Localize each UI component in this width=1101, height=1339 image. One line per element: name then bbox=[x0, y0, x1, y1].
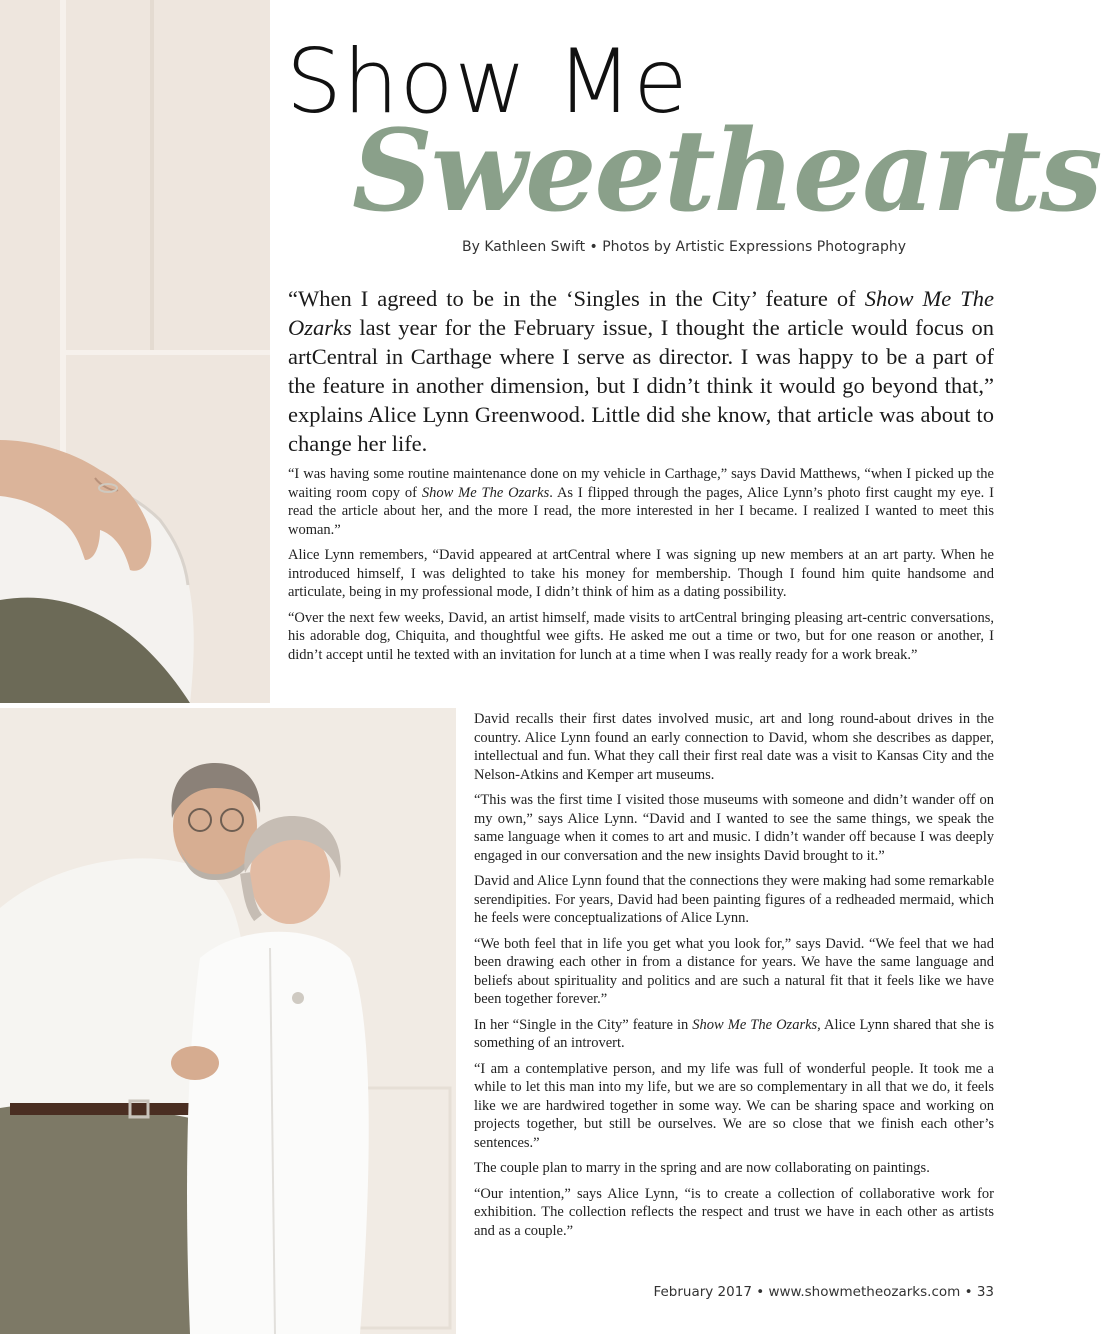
title-sweethearts: Sweethearts bbox=[352, 106, 1101, 237]
text-run: “I was having some routine maintenance done on my vehicle in Carthage,” says David Matthews, “when I picked up the waiting room copy of bbox=[288, 466, 994, 501]
body-paragraph bbox=[474, 935, 994, 1009]
italic-text: Show Me The Ozarks bbox=[421, 484, 550, 501]
text-run: David recalls their first dates involved music, art and long round-about drives in the country. Alice Lynn found an early connection to David, whom she describes as dapper, intellectual and fun. What they call their first real date was a visit to Kansas City and the Nelson-Atkins and Kemper art museums. bbox=[474, 711, 994, 783]
photo-couple-illustration bbox=[0, 708, 456, 1334]
text-run: “I am a contemplative person, and my life was full of wonderful people. It took me a while to let this man into my life, but we are so complementary in all that we do, it feels like we are hardwired together in some way. We can be sharing space and working on projects together, but still be ourselves. We are so close that we finish each other’s sentences.” bbox=[474, 1060, 994, 1151]
text-run: The couple plan to marry in the spring and are now collaborating on paintings. bbox=[474, 1160, 930, 1176]
body-paragraph bbox=[474, 1016, 994, 1053]
text-run: “This was the first time I visited those museums with someone and didn’t wander off on my own,” says Alice Lynn. “David and I wanted to see the same things, we speak the same language when it comes to art and music. I didn’t wander off because I was deeply engaged in our conversation and the new insights David brought to it.” bbox=[474, 792, 994, 864]
page-footer: February 2017 • www.showmetheozarks.com • 33 bbox=[653, 1284, 994, 1300]
lead-paragraph bbox=[288, 284, 994, 458]
text-run: “Our intention,” says Alice Lynn, “is to create a collection of collaborative work for exhibition. The collection reflects the respect and trust we have in each other as artists and as a couple.” bbox=[474, 1185, 994, 1239]
body-paragraph bbox=[474, 791, 994, 865]
text-run: . As I flipped through the pages, Alice Lynn’s photo first caught my eye. I read the article about her, and the more I read, the more interested in her I became. I realized I wanted to meet this woman.” bbox=[288, 484, 994, 538]
body-paragraph bbox=[474, 1185, 994, 1241]
text-run: last year for the February issue, I thought the article would focus on artCentral in Carthage where I serve as director. I was happy to be a part of the feature in another dimension, but I didn’t think it would go beyond that,” explains Alice Lynn Greenwood. Little did she know, that article was about to change her life. bbox=[288, 315, 994, 456]
body-paragraph bbox=[288, 546, 994, 602]
photo-couple bbox=[0, 708, 456, 1334]
text-run: “Over the next few weeks, David, an artist himself, made visits to artCentral bringing pleasing art-centric conversations, his adorable dog, Chiquita, and thoughtful wee gifts. He asked me out a time or two, but for one reason or another, I didn’t accept until he texted with an invitation for lunch at a time when I was really ready for a work break.” bbox=[288, 609, 994, 663]
title-show-me: Show Me bbox=[286, 30, 689, 133]
body-paragraph bbox=[474, 1159, 994, 1178]
text-run: In her “Single in the City” feature in bbox=[474, 1016, 693, 1033]
byline: By Kathleen Swift • Photos by Artistic Expressions Photography bbox=[462, 239, 906, 255]
text-run: David and Alice Lynn found that the connections they were making had some remarkable serendipities. For years, David had been painting figures of a redheaded mermaid, which he feels were conceptualizations of Alice Lynn. bbox=[474, 873, 994, 926]
text-run: Alice Lynn remembers, “David appeared at artCentral where I was signing up new members at an art party. When he introduced himself, I was delighted to take his money for membership. Though I found him quite handsome and articulate, being in my professional mode, I didn’t think of him as a dating possibility. bbox=[288, 547, 994, 600]
article-body-top bbox=[288, 465, 994, 671]
italic-text: Show Me The Ozarks bbox=[692, 1016, 818, 1033]
text-run: , Alice Lynn shared that she is something of an introvert. bbox=[474, 1016, 994, 1051]
body-paragraph bbox=[288, 609, 994, 665]
photo-hand bbox=[0, 0, 270, 703]
photo-hand-illustration bbox=[0, 0, 270, 703]
body-paragraph bbox=[474, 1060, 994, 1153]
text-run: “When I agreed to be in the ‘Singles in the City’ feature of bbox=[288, 286, 865, 311]
body-paragraph bbox=[474, 872, 994, 928]
article-body-bottom bbox=[474, 710, 994, 1247]
body-paragraph bbox=[474, 710, 994, 784]
body-paragraph bbox=[288, 465, 994, 539]
text-run: “We both feel that in life you get what you look for,” says David. “We feel that we had been drawing each other in from a distance for years. We have the same language and beliefs about spirituality and politics and are such a natural fit that it feels like we have been together forever.” bbox=[474, 935, 994, 1007]
italic-text: Show Me The Ozarks bbox=[288, 286, 994, 340]
